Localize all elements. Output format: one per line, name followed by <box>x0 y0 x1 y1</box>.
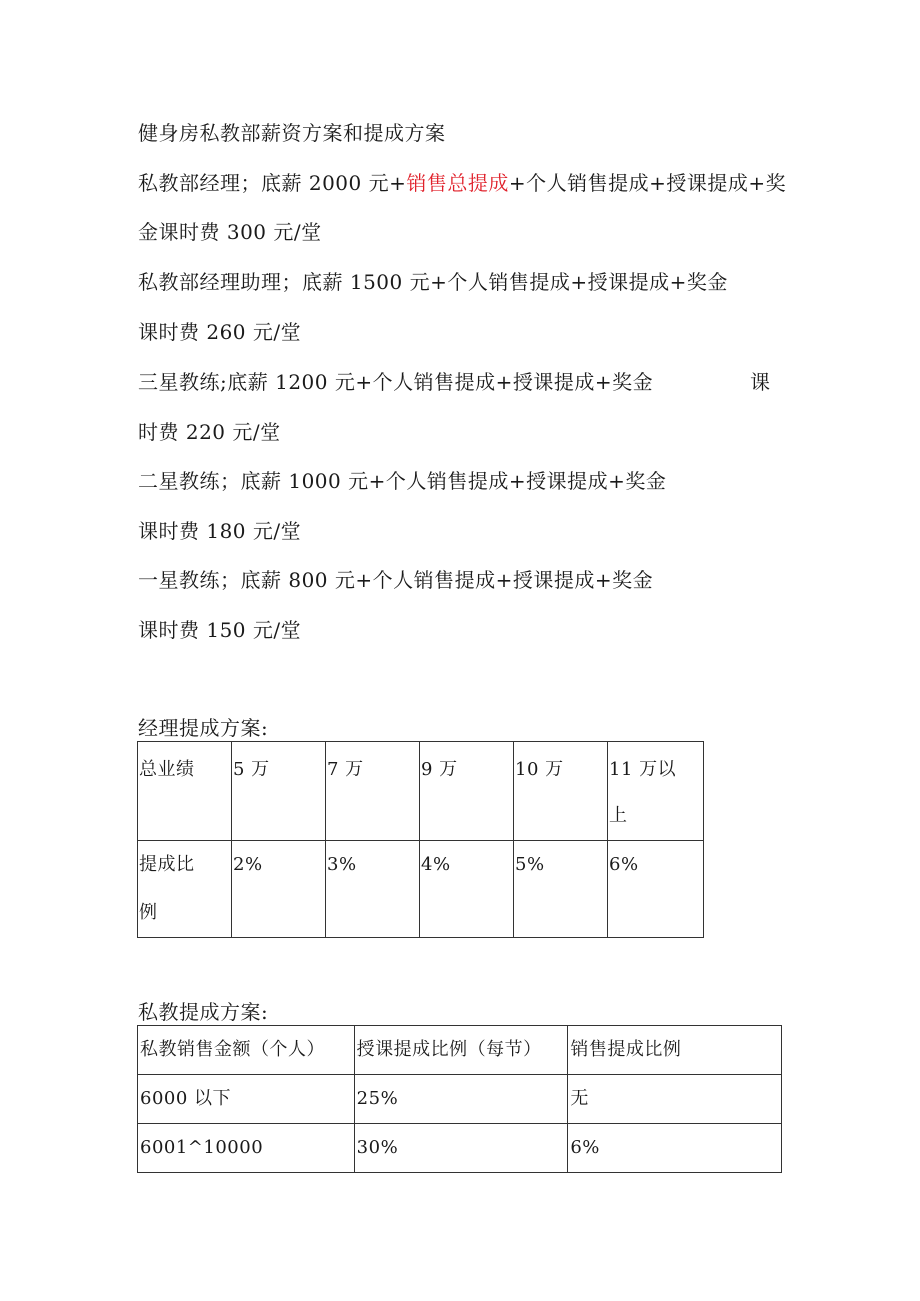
cell-value: 30% <box>356 1137 399 1158</box>
two-star-lesson-fee: 课时费 180 元/堂 <box>138 519 302 543</box>
cell-value: 无 <box>570 1088 589 1109</box>
performance-value: 7 万 <box>327 759 364 780</box>
table-row <box>138 1124 782 1173</box>
three-star-lesson-fee: 时费 220 元/堂 <box>138 420 281 444</box>
table-cell <box>138 742 232 841</box>
two-star-salary-line: 二星教练；底薪 1000 元+个人销售提成+授课提成+奖金 <box>138 469 667 493</box>
coach-plan-heading: 私教提成方案: <box>138 1000 269 1024</box>
table-cell <box>138 1124 355 1173</box>
manager-salary-suffix: +个人销售提成+授课提成+奖 <box>508 171 787 195</box>
table-row <box>138 841 704 938</box>
manager-salary-line <box>138 169 786 197</box>
one-star-salary-line: 一星教练；底薪 800 元+个人销售提成+授课提成+奖金 <box>138 568 654 592</box>
manager-commission-table <box>137 741 704 938</box>
table-cell <box>354 1075 568 1124</box>
table-cell <box>326 742 420 841</box>
table-cell <box>232 841 326 938</box>
cell-value: 25% <box>356 1088 399 1109</box>
column-header: 授课提成比例（每节） <box>356 1039 542 1060</box>
table-cell <box>354 1124 568 1173</box>
table-cell <box>232 742 326 841</box>
column-header: 销售提成比例 <box>570 1039 682 1060</box>
table-cell <box>354 1026 568 1075</box>
table-cell <box>138 1026 355 1075</box>
rate-value: 6% <box>609 854 639 875</box>
coach-commission-table <box>137 1025 782 1173</box>
table-cell <box>514 841 608 938</box>
table-row <box>138 1075 782 1124</box>
row-header-total-performance: 总业绩 <box>139 759 195 780</box>
performance-value: 10 万 <box>515 759 564 780</box>
cell-value: 6001^10000 <box>140 1137 264 1158</box>
document-title: 健身房私教部薪资方案和提成方案 <box>138 121 446 145</box>
cell-value: 6% <box>570 1137 600 1158</box>
table-cell <box>420 742 514 841</box>
cell-value: 6000 以下 <box>140 1088 232 1109</box>
one-star-lesson-fee: 课时费 150 元/堂 <box>138 618 302 642</box>
table-cell <box>568 1075 782 1124</box>
performance-value: 5 万 <box>233 759 270 780</box>
row-header-commission-rate: 提成比 <box>139 854 195 875</box>
table-cell <box>568 1026 782 1075</box>
assistant-lesson-fee: 课时费 260 元/堂 <box>138 320 302 344</box>
rate-value: 3% <box>327 854 357 875</box>
rate-value: 5% <box>515 854 545 875</box>
three-star-line-tail: 课 <box>750 370 770 394</box>
performance-value-cont: 上 <box>609 805 628 826</box>
sales-total-commission-highlight: 销售总提成 <box>406 171 509 195</box>
table-cell <box>138 841 232 938</box>
table-row <box>138 1026 782 1075</box>
table-cell <box>608 742 704 841</box>
table-cell <box>608 841 704 938</box>
manager-plan-heading: 经理提成方案: <box>138 716 269 740</box>
table-cell <box>326 841 420 938</box>
table-cell <box>138 1075 355 1124</box>
rate-value: 4% <box>421 854 451 875</box>
manager-lesson-fee: 金课时费 300 元/堂 <box>138 220 322 244</box>
performance-value: 9 万 <box>421 759 458 780</box>
column-header: 私教销售金额（个人） <box>140 1039 325 1060</box>
row-header-commission-rate-cont: 例 <box>139 902 158 923</box>
three-star-salary-line: 三星教练;底薪 1200 元+个人销售提成+授课提成+奖金 <box>138 370 654 394</box>
table-cell <box>568 1124 782 1173</box>
table-cell <box>514 742 608 841</box>
assistant-salary-line: 私教部经理助理；底薪 1500 元+个人销售提成+授课提成+奖金 <box>138 270 728 294</box>
performance-value: 11 万以 <box>609 759 677 780</box>
manager-salary-prefix: 私教部经理；底薪 2000 元+ <box>138 171 407 195</box>
rate-value: 2% <box>233 854 263 875</box>
table-cell <box>420 841 514 938</box>
table-row <box>138 742 704 841</box>
